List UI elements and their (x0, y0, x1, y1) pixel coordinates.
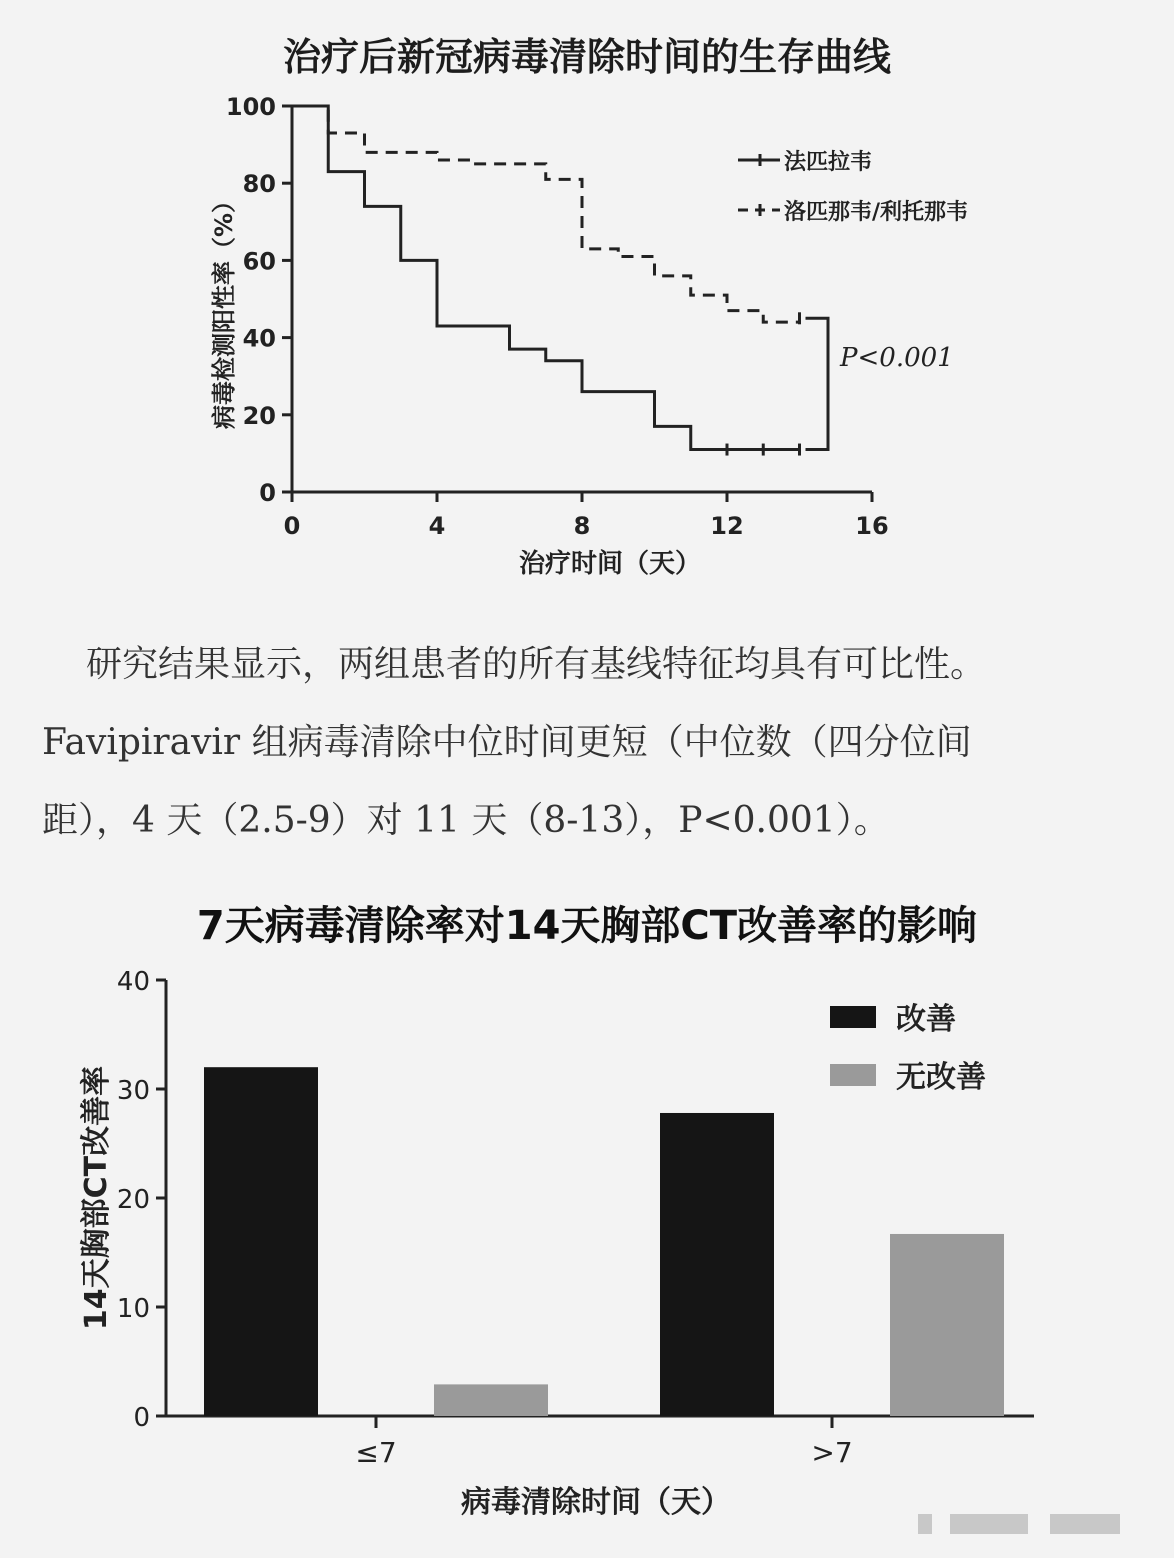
watermark-block (918, 1514, 932, 1534)
y-axis-title: 病毒检测阳性率（%） (210, 188, 238, 430)
legend-label: 法匹拉韦 (784, 150, 873, 175)
watermark-block (1050, 1514, 1120, 1534)
legend-swatch (830, 1006, 876, 1028)
x-tick-label: 0 (283, 512, 301, 540)
x-tick-label: 8 (573, 512, 591, 540)
paragraph-line-3: 距），4 天（2.5-9）对 11 天（8-13），P<0.001）。 (42, 800, 890, 841)
y-tick-label: 80 (242, 170, 276, 199)
y-tick-label: 0 (133, 1403, 150, 1433)
legend-label: 改善 (896, 1002, 956, 1037)
bar (434, 1384, 548, 1416)
x-axis-title: 治疗时间（天） (518, 549, 702, 579)
y-tick-label: 10 (116, 1294, 150, 1324)
bar (890, 1234, 1004, 1416)
p-value-label: P<0.001 (840, 343, 954, 373)
paragraph-line-1: 研究结果显示，两组患者的所有基线特征均具有可比性。 (86, 644, 987, 685)
bar-chart-title: 7天病毒清除率对14天胸部CT改善率的影响 (196, 903, 978, 949)
legend-label: 无改善 (896, 1060, 986, 1095)
y-tick-label: 40 (242, 324, 276, 353)
y-tick-label: 100 (225, 93, 276, 121)
x-tick-label: 4 (428, 512, 446, 540)
legend-swatch (830, 1064, 876, 1086)
bar (660, 1113, 774, 1416)
y-tick-label: 0 (259, 479, 276, 507)
watermark-block (950, 1514, 1028, 1534)
paragraph-line-2: Favipiravir 组病毒清除中位时间更短（中位数（四分位间 (42, 722, 972, 763)
bar (204, 1067, 318, 1416)
x-axis-title: 病毒清除时间（天） (461, 1485, 731, 1520)
x-tick-label: ≤7 (355, 1436, 397, 1469)
legend-label: 洛匹那韦/利托那韦 (784, 200, 969, 225)
survival-chart-title: 治疗后新冠病毒清除时间的生存曲线 (282, 35, 891, 79)
y-tick-label: 30 (116, 1076, 150, 1106)
y-tick-label: 60 (242, 247, 276, 276)
y-tick-label: 40 (116, 967, 150, 997)
y-tick-label: 20 (242, 401, 276, 430)
x-tick-label: 16 (855, 512, 889, 540)
x-tick-label: >7 (811, 1436, 853, 1469)
y-tick-label: 20 (116, 1185, 150, 1215)
y-axis-title: 14天胸部CT改善率 (79, 1065, 114, 1331)
x-tick-label: 12 (710, 512, 744, 540)
